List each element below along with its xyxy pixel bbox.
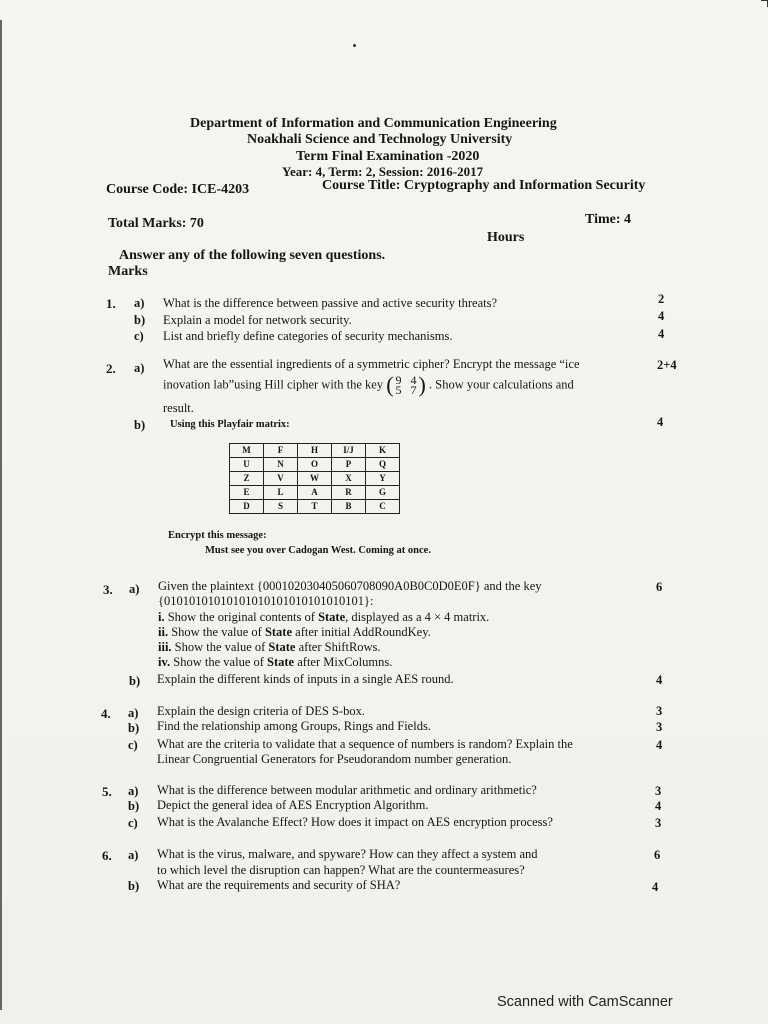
encrypt-label: Encrypt this message: — [168, 530, 267, 541]
playfair-row — [230, 458, 400, 472]
q4b-marks: 3 — [656, 720, 663, 734]
q4c-text-line2: Linear Congruential Generators for Pseudorandom number generation. — [157, 752, 512, 766]
pf-cell: O — [298, 458, 332, 472]
q3-item-ii-num: ii. — [158, 625, 169, 639]
marks-label: Marks — [108, 264, 148, 279]
q3-item-i-text2: , displayed as a 4 × 4 matrix. — [345, 610, 490, 624]
q2b-text: Using this Playfair matrix: — [170, 419, 290, 430]
q3-item-ii-text2: after initial AddRoundKey. — [295, 625, 431, 639]
playfair-row — [230, 472, 400, 486]
q4a-text: Explain the design criteria of DES S-box. — [157, 704, 365, 718]
pf-cell: W — [298, 472, 332, 486]
q6b-text: What are the requirements and security of SHA? — [157, 878, 401, 892]
key-r2c2: 7 — [410, 383, 417, 397]
pf-cell: F — [264, 444, 298, 458]
key-left-paren-icon: ( — [386, 372, 394, 397]
q3-item-ii-text: Show the value of — [171, 625, 262, 639]
q4c-marks: 4 — [656, 738, 663, 752]
q4a-marks: 3 — [656, 704, 663, 718]
pf-cell: G — [366, 486, 400, 500]
page-edge — [0, 20, 2, 1010]
q1a-marks: 2 — [658, 292, 665, 306]
q3a-marks: 6 — [656, 580, 663, 594]
playfair-row — [230, 444, 400, 458]
q6a-text-line1: What is the virus, malware, and spyware? How can they affect a system and — [157, 847, 538, 861]
pf-cell: N — [264, 458, 298, 472]
pf-cell: P — [332, 458, 366, 472]
q6a-label: a) — [128, 848, 139, 862]
q6-number: 6. — [102, 848, 112, 863]
q2a-text-line3: result. — [163, 401, 194, 415]
instruction: Answer any of the following seven questions. — [119, 248, 386, 263]
q2a-text-line2a: inovation lab”using Hill cipher with the key — [163, 377, 384, 392]
course-code: Course Code: ICE-4203 — [106, 182, 250, 197]
q3-item-iv-text: Show the value of — [173, 655, 264, 669]
pf-cell: U — [230, 458, 264, 472]
q4c-label: c) — [128, 738, 138, 752]
q3a-text-line1: Given the plaintext {000102030405060708090A0B0C0D0E0F} and the key — [158, 579, 542, 593]
q3a-label: a) — [129, 582, 140, 596]
pf-cell: Q — [366, 458, 400, 472]
pf-cell: X — [332, 472, 366, 486]
q5a-marks: 3 — [655, 784, 662, 798]
pf-cell: Z — [230, 472, 264, 486]
camscanner-watermark: Scanned with CamScanner — [497, 994, 673, 1010]
q6b-marks: 4 — [652, 880, 659, 894]
exam-title: Term Final Examination -2020 — [296, 149, 480, 164]
q4c-text-line1: What are the criteria to validate that a sequence of numbers is random? Explain the — [157, 737, 573, 751]
q3-item-iv-num: iv. — [158, 655, 171, 669]
pf-cell: D — [230, 500, 264, 514]
key-r1c2: 4 — [410, 373, 417, 387]
playfair-row — [230, 500, 400, 514]
pf-cell: V — [264, 472, 298, 486]
q3-item-iv-text2: after MixColumns. — [297, 655, 393, 669]
dept-title: Department of Information and Communication Engineering — [190, 116, 557, 131]
q3-item-iii-text2: after ShiftRows. — [298, 640, 381, 654]
pf-cell: L — [264, 486, 298, 500]
q6b-label: b) — [128, 879, 140, 893]
q3-item-i-text: Show the original contents of — [167, 610, 315, 624]
q3b-label: b) — [129, 674, 141, 688]
q3a-text-line2: {01010101010101010101010101010101}: — [158, 594, 374, 608]
q3-item-ii — [158, 625, 431, 640]
pf-cell: K — [366, 444, 400, 458]
q5c-label: c) — [128, 816, 138, 830]
q3-item-i — [158, 610, 489, 625]
q3-number: 3. — [103, 582, 113, 597]
pf-cell: I/J — [332, 444, 366, 458]
q1-number: 1. — [106, 296, 116, 311]
q2b-label: b) — [134, 418, 146, 432]
q4a-label: a) — [128, 706, 139, 720]
q1c-text: List and briefly define categories of security mechanisms. — [163, 329, 453, 343]
playfair-matrix — [229, 443, 400, 514]
key-r1c1: 9 — [395, 373, 402, 387]
q5b-text: Depict the general idea of AES Encryption Algorithm. — [157, 798, 429, 812]
key-right-paren-icon: ) — [418, 372, 426, 397]
pf-cell: B — [332, 500, 366, 514]
pf-cell: Y — [366, 472, 400, 486]
q3-item-i-num: i. — [158, 610, 165, 624]
playfair-message: Must see you over Cadogan West. Coming at once. — [205, 545, 431, 556]
hill-key-matrix — [396, 375, 417, 395]
q1c-marks: 4 — [658, 327, 665, 341]
q2a-text-line1: What are the essential ingredients of a symmetric cipher? Encrypt the message “ice — [163, 357, 580, 371]
exam-time: Time: 4 — [585, 212, 632, 227]
year-term-session: Year: 4, Term: 2, Session: 2016-2017 — [282, 164, 484, 179]
q3-item-iv-bold: State — [267, 655, 295, 669]
hours-label: Hours — [487, 230, 525, 245]
q2a-label: a) — [134, 361, 145, 375]
q1a-label: a) — [134, 296, 145, 310]
playfair-row — [230, 486, 400, 500]
pf-cell: R — [332, 486, 366, 500]
pf-cell: C — [366, 500, 400, 514]
q4b-label: b) — [128, 721, 140, 735]
q1b-text: Explain a model for network security. — [163, 313, 352, 327]
q5c-text: What is the Avalanche Effect? How does it impact on AES encryption process? — [157, 815, 553, 829]
q2-number: 2. — [106, 361, 116, 376]
speck — [353, 44, 356, 47]
pf-cell: S — [264, 500, 298, 514]
q5b-label: b) — [128, 799, 140, 813]
q3-item-iv — [158, 655, 392, 670]
q2a-marks: 2+4 — [657, 358, 677, 372]
q3b-text: Explain the different kinds of inputs in a single AES round. — [157, 672, 454, 686]
q5-number: 5. — [102, 784, 112, 799]
q2a-text-line2b: . Show your calculations and — [429, 377, 574, 392]
q3b-marks: 4 — [656, 673, 663, 687]
pf-cell: H — [298, 444, 332, 458]
q6a-text-line2: to which level the disruption can happen? What are the countermeasures? — [157, 863, 525, 877]
q3-item-ii-bold: State — [264, 625, 293, 639]
q2a-text-line2 — [163, 372, 574, 398]
pf-cell: T — [298, 500, 332, 514]
q1a-text: What is the difference between passive and active security threats? — [163, 296, 497, 310]
q6a-marks: 6 — [654, 848, 661, 862]
pf-cell: E — [230, 486, 264, 500]
q3-item-iii-text: Show the value of — [174, 640, 266, 654]
pf-cell: M — [230, 444, 264, 458]
q4b-text: Find the relationship among Groups, Rings and Fields. — [157, 719, 431, 733]
q1b-label: b) — [134, 313, 146, 327]
q3-item-i-bold: State — [318, 610, 346, 624]
q2b-marks: 4 — [657, 415, 664, 429]
course-title: Course Title: Cryptography and Information Security — [322, 178, 646, 193]
q5a-text: What is the difference between modular arithmetic and ordinary arithmetic? — [157, 783, 537, 797]
pf-cell: A — [298, 486, 332, 500]
q1b-marks: 4 — [658, 309, 665, 323]
total-marks: Total Marks: 70 — [108, 216, 204, 231]
q1c-label: c) — [134, 329, 144, 343]
q4-number: 4. — [101, 706, 111, 721]
key-r2c1: 5 — [395, 383, 402, 397]
q3-item-iii — [158, 640, 381, 655]
q5c-marks: 3 — [655, 816, 662, 830]
corner-mark — [761, 0, 768, 7]
q3-item-iii-num: iii. — [158, 640, 172, 654]
q5a-label: a) — [128, 784, 139, 798]
q5b-marks: 4 — [655, 799, 662, 813]
q3-item-iii-bold: State — [268, 640, 296, 654]
university-name: Noakhali Science and Technology University — [247, 132, 513, 147]
